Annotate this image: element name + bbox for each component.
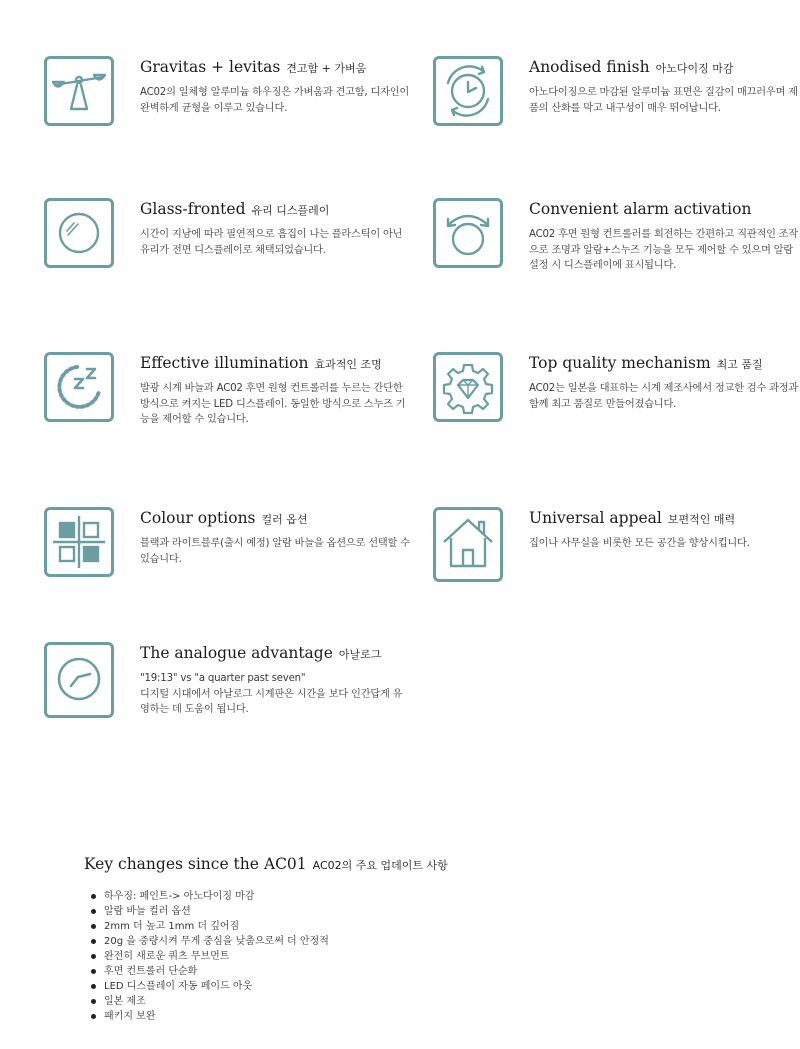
feature-title-ko: 최고 품질 xyxy=(716,358,763,371)
feature-description: AC02 후면 원형 컨트롤러를 회전하는 간편하고 직관적인 조작으로 조명과 알람+스누즈 기능을 모두 제어할 수 있으며 알람 설정 시 디스플레이에 표시됩니다. xyxy=(529,229,799,271)
feature-title-ko: 보편적인 매력 xyxy=(667,513,736,526)
list-item: LED 디스플레이 자동 페이드 아웃 xyxy=(104,979,684,994)
feature-description: AC02의 일체형 알루미늄 하우징은 가벼움과 견고함, 디자인이 완벽하게 균형을 이루고 있습니다. xyxy=(140,87,410,114)
rotate-dial-icon xyxy=(433,198,503,268)
list-item: 완전히 새로운 쿼츠 무브먼트 xyxy=(104,949,684,964)
feature-title: The analogue advantage xyxy=(140,644,333,662)
feature-title: Gravitas + levitas xyxy=(140,58,281,76)
feature-title-ko: 견고함 + 가벼움 xyxy=(286,62,367,75)
feature-title: Glass-fronted xyxy=(140,200,246,218)
feature-title: Universal appeal xyxy=(529,509,662,527)
colour-grid-icon xyxy=(44,507,114,577)
feature-title-ko: 컬러 옵션 xyxy=(261,513,308,526)
feature-anodised xyxy=(433,56,800,166)
feature-description: 아노다이징으로 마감된 알루미늄 표면은 질감이 매끄러우며 제품의 산화를 막고 내구성이 매우 뛰어납니다. xyxy=(529,87,798,114)
balance-scale-icon xyxy=(44,56,114,126)
snooze-zzz-icon xyxy=(44,352,114,422)
feature-description xyxy=(140,671,410,718)
list-item: 후면 컨트롤러 단순화 xyxy=(104,964,684,979)
feature-description: 발광 시계 바늘과 AC02 후면 원형 컨트롤러를 누르는 간단한 방식으로 켜지는 LED 디스플레이. 동일한 방식으로 스누즈 기능을 제어할 수 있습니다. xyxy=(140,383,406,425)
feature-universal xyxy=(433,507,800,617)
key-changes-title: Key changes since the AC01 xyxy=(84,855,307,873)
feature-title-ko: 아날로그 xyxy=(338,648,382,661)
analogue-desc: 디지털 시대에서 아날로그 시계판은 시간을 보다 인간답게 유영하는 데 도움이 됩니다. xyxy=(140,688,403,715)
analogue-quote: "19:13" vs "a quarter past seven" xyxy=(140,673,306,684)
house-icon xyxy=(433,507,503,582)
key-changes-section xyxy=(84,850,684,1024)
feature-description: AC02는 일본을 대표하는 시계 제조사에서 정교한 검수 과정과 함께 최고 품질로 만들어졌습니다. xyxy=(529,383,799,410)
feature-title: Convenient alarm activation xyxy=(529,200,752,218)
feature-description: 시간이 지남에 따라 필연적으로 흠집이 나는 플라스틱이 아닌 유리가 전면 디스플레이로 채택되었습니다. xyxy=(140,229,403,256)
list-item: 패키지 보완 xyxy=(104,1009,684,1024)
feature-illumination xyxy=(44,352,424,462)
list-item: 일본 제조 xyxy=(104,994,684,1009)
key-changes-title-ko: AC02의 주요 업데이트 사항 xyxy=(312,859,448,872)
feature-description: 블랙과 라이트블루(출시 예정) 알람 바늘을 옵션으로 선택할 수 있습니다. xyxy=(140,538,410,565)
feature-title: Colour options xyxy=(140,509,256,527)
list-item: 알람 바늘 컬러 옵션 xyxy=(104,904,684,919)
list-item: 2mm 더 높고 1mm 더 깊어짐 xyxy=(104,919,684,934)
key-changes-list xyxy=(84,889,684,1024)
feature-title-ko: 아노다이징 마감 xyxy=(655,62,734,75)
gear-diamond-icon xyxy=(433,352,503,422)
clock-refresh-icon xyxy=(433,56,503,126)
feature-analogue xyxy=(44,642,424,752)
feature-title-ko: 유리 디스플레이 xyxy=(251,204,330,217)
feature-alarm xyxy=(433,198,800,308)
feature-glass xyxy=(44,198,424,308)
feature-mechanism xyxy=(433,352,800,462)
list-item: 20g 을 중량시켜 무게 중심을 낮춤으로써 더 안정적 xyxy=(104,934,684,949)
analogue-clock-icon xyxy=(44,642,114,718)
feature-title: Effective illumination xyxy=(140,354,309,372)
list-item: 하우징: 페인트-> 아노다이징 마감 xyxy=(104,889,684,904)
feature-title-ko: 효과적인 조명 xyxy=(314,358,382,371)
feature-title: Anodised finish xyxy=(529,58,650,76)
glass-lens-icon xyxy=(44,198,114,268)
feature-title: Top quality mechanism xyxy=(529,354,711,372)
feature-gravitas xyxy=(44,56,424,166)
feature-description: 집이나 사무실을 비롯한 모든 공간을 향상시킵니다. xyxy=(529,538,750,549)
feature-colour xyxy=(44,507,424,617)
